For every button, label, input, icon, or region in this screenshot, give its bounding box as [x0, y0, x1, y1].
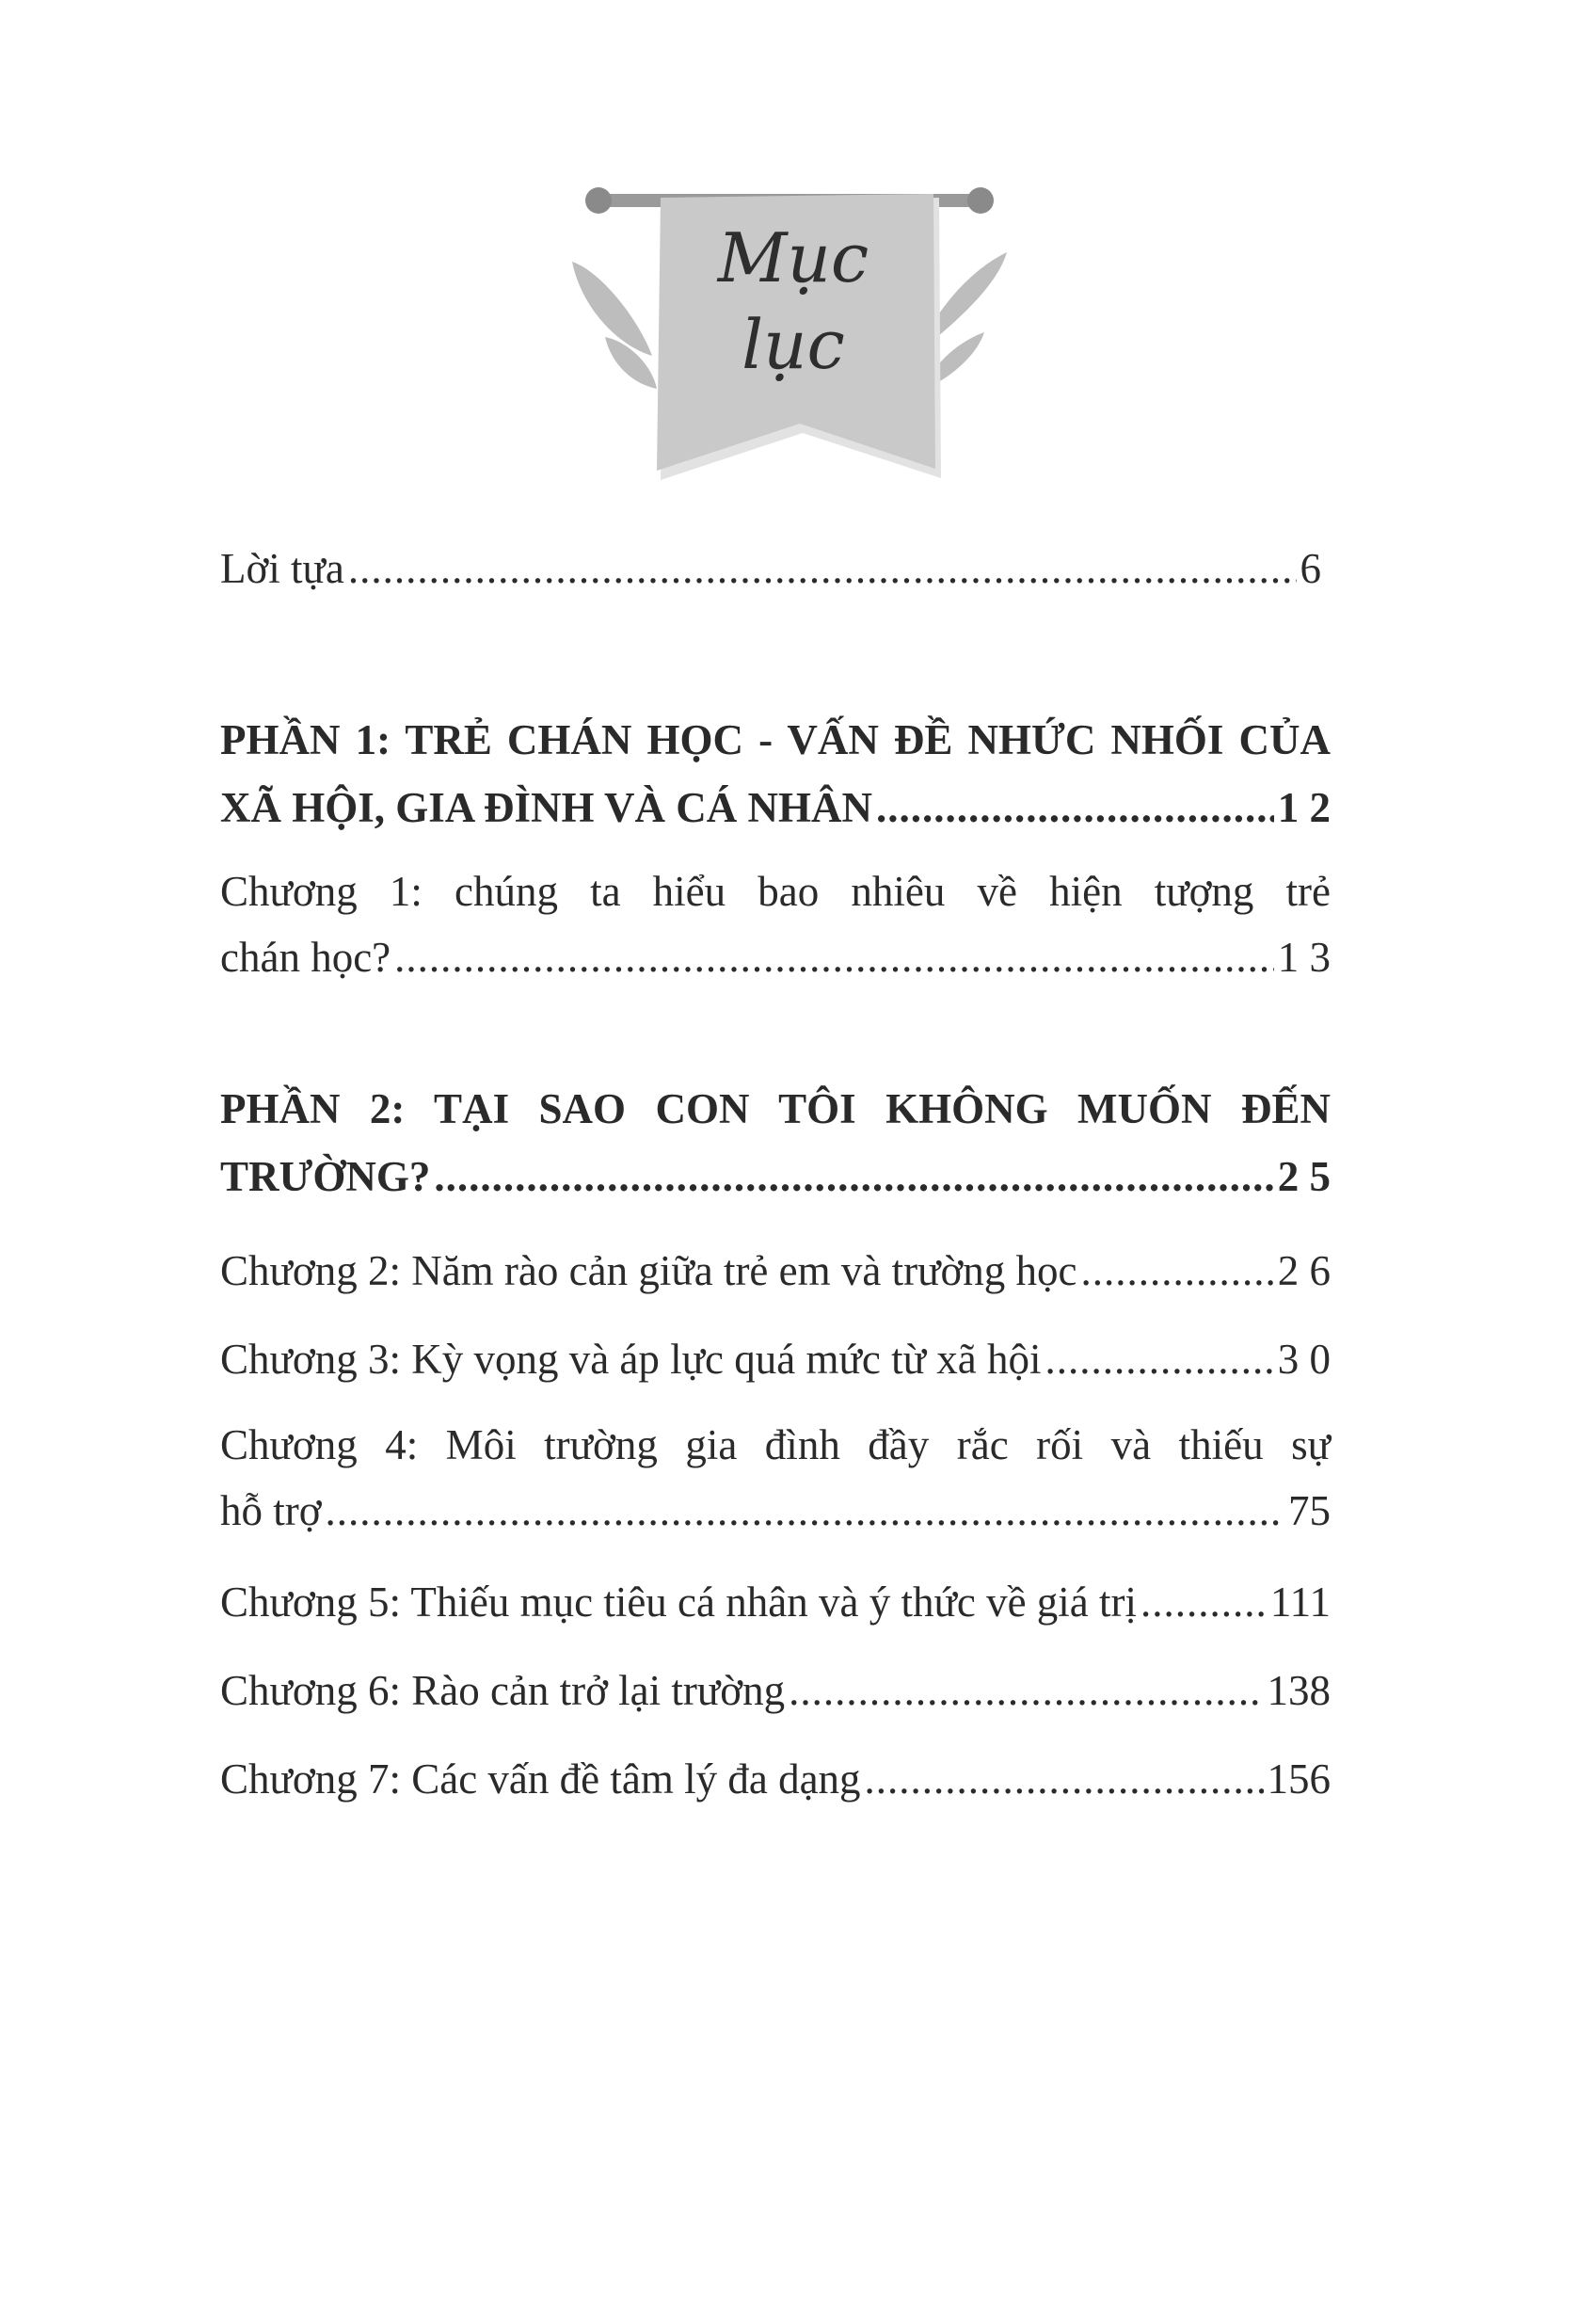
leader-dots [876, 774, 1274, 841]
toc-title: Mục lục [717, 218, 869, 384]
toc-entry-chapter-7[interactable] [220, 1755, 1331, 1803]
leader-dots [1045, 1335, 1273, 1384]
page-number: 3 0 [1277, 1336, 1331, 1383]
toc-entry-chapter-1[interactable] [220, 858, 1331, 990]
entry-label: Chương 5: Thiếu mục tiêu cá nhân và ý thức về giá trị [220, 1579, 1138, 1626]
leader-dots [789, 1666, 1263, 1715]
page-number: 111 [1269, 1579, 1331, 1626]
toc-entry-part2[interactable] [220, 1075, 1331, 1210]
toc-entry-chapter-5[interactable] [220, 1578, 1331, 1627]
entry-label-line2: XÃ HỘI, GIA ĐÌNH VÀ CÁ NHÂN [220, 784, 872, 831]
page-number: 138 [1267, 1667, 1331, 1714]
toc-entry-foreword[interactable] [220, 544, 1321, 593]
toc-entry-chapter-4[interactable] [220, 1412, 1331, 1544]
entry-label-line1: PHẦN 2: TẠI SAO CON TÔI KHÔNG MUỐN ĐẾN [220, 1085, 1331, 1132]
leader-dots [865, 1755, 1264, 1803]
leader-dots [434, 1143, 1273, 1210]
entry-label: Chương 3: Kỳ vọng và áp lực quá mức từ xã hội [220, 1336, 1042, 1383]
toc-entry-chapter-6[interactable] [220, 1666, 1331, 1715]
leader-dots [394, 924, 1274, 990]
entry-label-line2: chán học? [220, 934, 391, 981]
entry-label-line2: hỗ trợ [220, 1487, 322, 1534]
entry-label-line1: Chương 4: Môi trường gia đình đầy rắc rối và thiếu sự [220, 1421, 1331, 1468]
toc-entry-part1[interactable] [220, 706, 1331, 841]
entry-label-line1: Chương 1: chúng ta hiểu bao nhiêu về hiện tượng trẻ [220, 868, 1331, 915]
leader-dots [348, 544, 1297, 593]
entry-label-line2: TRƯỜNG? [220, 1153, 431, 1200]
toc-banner [563, 177, 1016, 488]
leader-dots [326, 1478, 1284, 1544]
toc-entry-chapter-2[interactable] [220, 1246, 1331, 1295]
page-number: 1 3 [1277, 934, 1331, 981]
entry-label: Chương 2: Năm rào cản giữa trẻ em và trường học [220, 1247, 1077, 1294]
entry-label: Chương 6: Rào cản trở lại trường [220, 1667, 786, 1714]
page-number: 156 [1267, 1755, 1331, 1803]
leader-dots [1140, 1578, 1267, 1627]
leaf-left-icon [572, 262, 657, 389]
page-number: 2 5 [1277, 1153, 1331, 1200]
entry-label: Chương 7: Các vấn đề tâm lý đa dạng [220, 1755, 861, 1803]
page-number: 2 6 [1277, 1247, 1331, 1294]
page-number: 6 [1300, 545, 1321, 592]
page-number: 1 2 [1277, 784, 1331, 831]
entry-label: Lời tựa [220, 545, 344, 592]
page-number: 75 [1288, 1487, 1331, 1534]
toc-entry-chapter-3[interactable] [220, 1335, 1331, 1384]
table-of-contents [220, 544, 1331, 1803]
leader-dots [1081, 1246, 1274, 1295]
entry-label-line1: PHẦN 1: TRẺ CHÁN HỌC - VẤN ĐỀ NHỨC NHỐI CỦA [220, 716, 1331, 763]
